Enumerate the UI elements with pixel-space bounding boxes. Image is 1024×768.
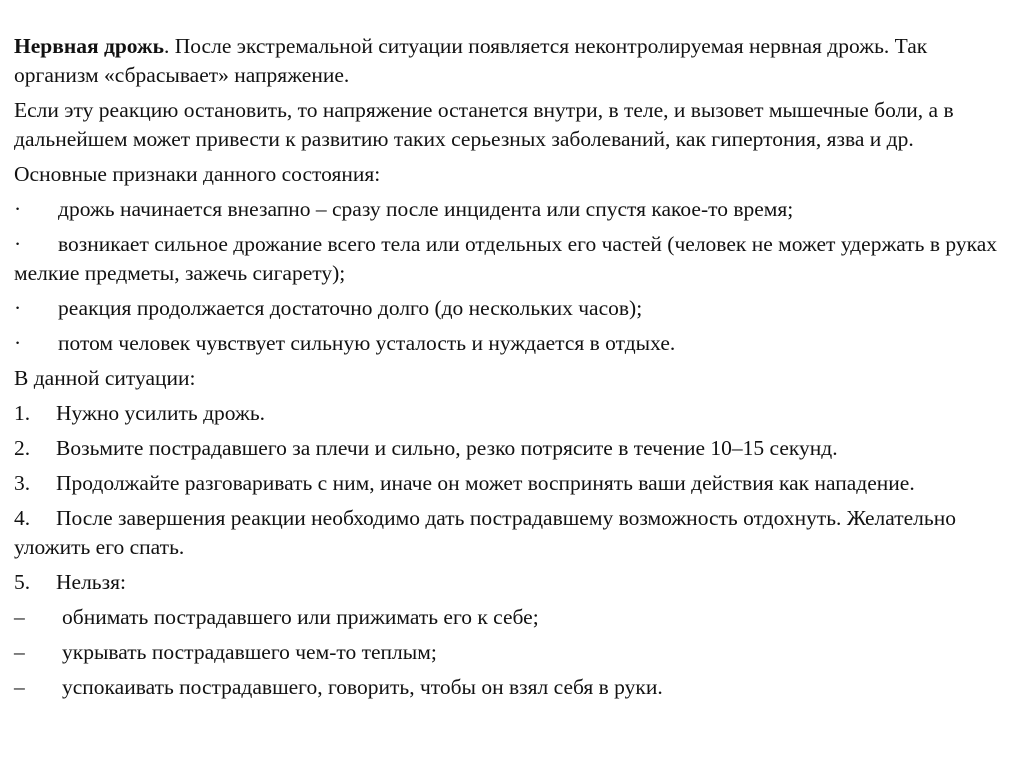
dash-marker: – [14,675,25,699]
document-page [14,32,1010,708]
number-marker: 4. [14,506,31,530]
list-item-text: потом человек чувствует сильную усталость и нуждается в отдыхе. [58,331,676,355]
number-marker: 3. [14,471,31,495]
signs-list-item [14,329,1010,358]
number-marker: 2. [14,436,31,460]
bullet-marker: · [14,331,22,355]
dash-marker: – [14,605,25,629]
actions-list-item [14,399,1010,428]
prohibited-list-item [14,673,1010,702]
bullet-marker: · [14,232,22,256]
intro-paragraph [14,32,1010,90]
list-item-text: успокаивать пострадавшего, говорить, чтобы он взял себя в руки. [62,675,663,699]
intro-text: . После экстремальной ситуации появляется неконтролируемая нервная дрожь. Так организм «сбрасывает» напряжение. [14,34,928,87]
bullet-marker: · [14,197,22,221]
list-item-text: Продолжайте разговаривать с ним, иначе он может воспринять ваши действия как нападение. [56,471,915,495]
actions-list-item [14,568,1010,597]
dash-marker: – [14,640,25,664]
prohibited-list-item [14,638,1010,667]
actions-list-item [14,434,1010,463]
list-item-text: Нельзя: [56,570,126,594]
list-item-text: Нужно усилить дрожь. [56,401,266,425]
number-marker: 1. [14,401,31,425]
intro-title: Нервная дрожь [14,34,164,58]
prohibited-list-item [14,603,1010,632]
list-item-text: возникает сильное дрожание всего тела или отдельных его частей (человек не может удержать в руках мелкие предметы, зажечь сигарету); [14,232,998,285]
actions-heading: В данной ситуации: [14,366,196,390]
list-item-text: реакция продолжается достаточно долго (до нескольких часов); [58,296,643,320]
signs-list-item [14,230,1010,288]
number-marker: 5. [14,570,31,594]
list-item-text: После завершения реакции необходимо дать пострадавшему возможность отдохнуть. Желательно уложить его спать. [14,506,956,559]
list-item-text: обнимать пострадавшего или прижимать его к себе; [62,605,539,629]
signs-heading: Основные признаки данного состояния: [14,162,381,186]
bullet-marker: · [14,296,22,320]
consequences-paragraph: Если эту реакцию остановить, то напряжение останется внутри, в теле, и вызовет мышечные боли, а в дальнейшем может привести к развитию таких серьезных заболеваний, как гипертония, язва и др. [14,98,954,151]
signs-list-item [14,195,1010,224]
actions-list-item [14,504,1010,562]
list-item-text: Возьмите пострадавшего за плечи и сильно, резко потрясите в течение 10–15 секунд. [56,436,838,460]
list-item-text: укрывать пострадавшего чем-то теплым; [62,640,437,664]
actions-list-item [14,469,1010,498]
list-item-text: дрожь начинается внезапно – сразу после инцидента или спустя какое-то время; [58,197,794,221]
signs-list-item [14,294,1010,323]
